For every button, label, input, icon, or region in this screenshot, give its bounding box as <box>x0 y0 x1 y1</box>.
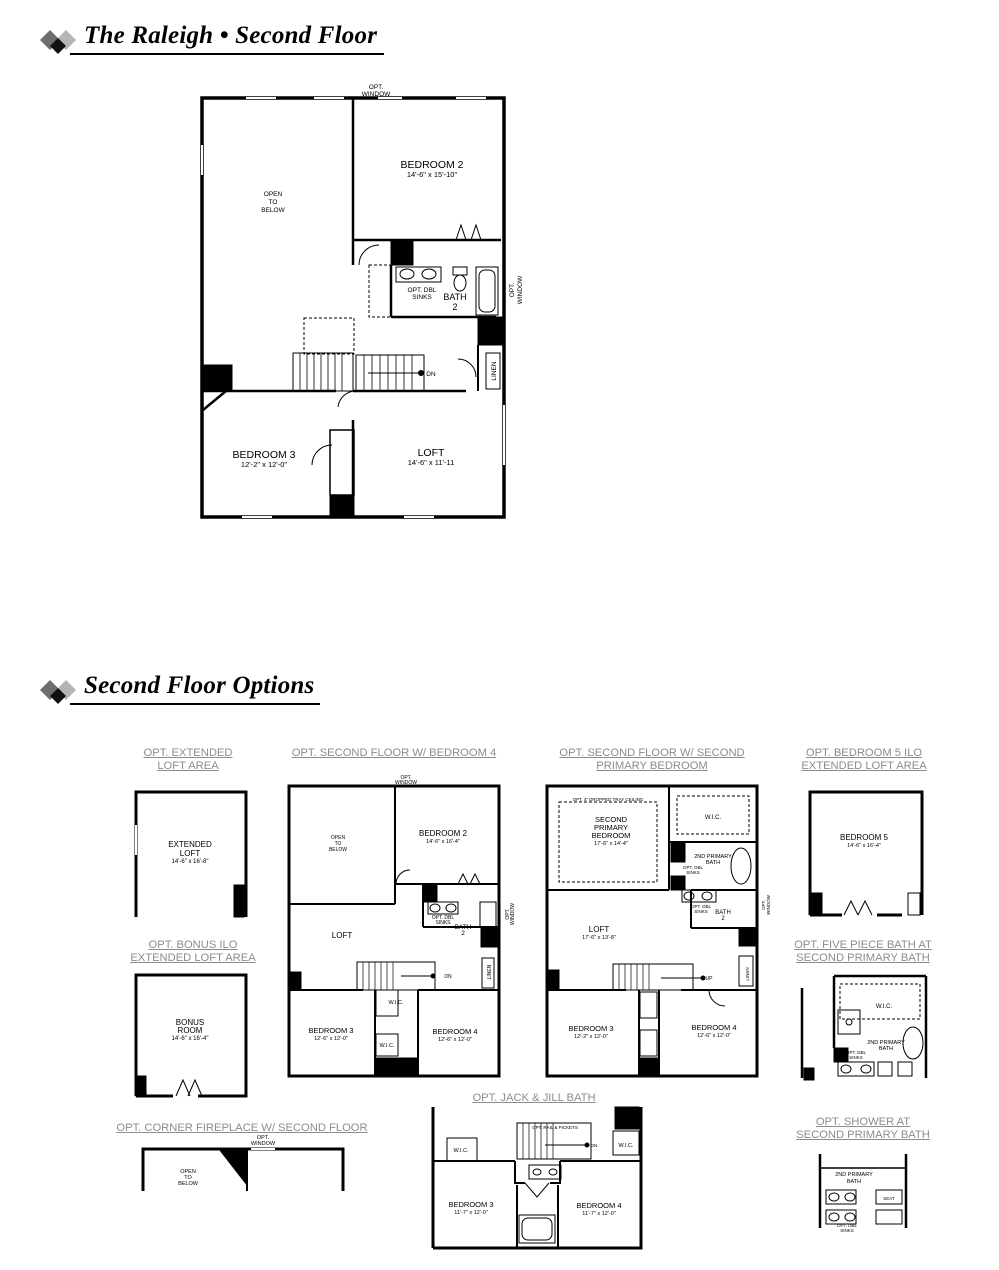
plan-jack-jill <box>425 1103 650 1253</box>
primary-plan-loft-dims: 17'-6" x 13'-8" <box>582 935 616 941</box>
shower-bath: BATH <box>846 1179 862 1185</box>
bedroom4-plan-window: WINDOW <box>395 780 417 786</box>
five-piece-bath: BATH <box>878 1046 894 1052</box>
opt-title-five-piece: OPT. FIVE PIECE BATH AT SECOND PRIMARY BATH <box>794 939 932 964</box>
primary-plan-bed4-dims: 12'-6" x 12'-0" <box>697 1033 731 1039</box>
opt-window-label: OPT. <box>368 84 384 91</box>
jack-jill-bed3-name: BEDROOM 3 <box>448 1200 494 1209</box>
plan-corner-fireplace <box>135 1133 355 1193</box>
five-piece-wic: W.I.C. <box>875 1004 893 1010</box>
bedroom3-name: BEDROOM 3 <box>232 449 296 461</box>
primary-plan-bed3-name: BEDROOM 3 <box>568 1024 614 1033</box>
opt-title-primary: OPT. SECOND FLOOR W/ SECOND PRIMARY BEDROOM <box>559 747 745 772</box>
primary-plan-side-window: WINDOW <box>766 895 771 915</box>
jack-jill-rail: OPT. RAIL & PICKETS <box>532 1125 578 1130</box>
primary-plan-bedroom-dims: 17'-6" x 14'-4" <box>594 841 628 847</box>
open-to-below-label: OPEN <box>263 191 283 198</box>
primary-plan-sinks2: OPT. DBL <box>690 904 712 909</box>
bedroom4-plan-bed4-dims: 12'-6" x 12'-0" <box>438 1037 472 1043</box>
open-to-below-label: BELOW <box>261 207 285 214</box>
bedroom5-label: BEDROOM 5 <box>839 833 889 842</box>
primary-plan-bath2: BATH <box>715 910 731 916</box>
fireplace-open-label: OPEN <box>180 1169 196 1175</box>
primary-plan-bath: 2ND PRIMARY <box>694 854 732 860</box>
stairs-down-label: DN <box>426 371 436 378</box>
primary-plan-wic: W.I.C. <box>704 815 722 821</box>
plan-extended-loft <box>128 785 254 925</box>
jack-jill-bed3-dims: 11'-7" x 12'-0" <box>454 1210 488 1216</box>
bonus-room-dims: 14'-6" x 16'-4" <box>171 1036 209 1042</box>
bedroom3-dims: 12'-2" x 12'-0" <box>240 460 288 469</box>
opt-title-bonus: OPT. BONUS ILO EXTENDED LOFT AREA <box>130 939 256 964</box>
fireplace-window-label: OPT. <box>256 1135 270 1141</box>
primary-plan-bedroom: SECOND <box>594 815 628 824</box>
jack-jill-dn: DN <box>590 1143 598 1148</box>
opt-title-bedroom4: OPT. SECOND FLOOR W/ BEDROOM 4 <box>291 747 497 759</box>
five-piece-bath: 2ND PRIMARY <box>867 1040 905 1046</box>
jack-jill-bed4-name: BEDROOM 4 <box>576 1201 622 1210</box>
opt-title-extended-loft: OPT. EXTENDED LOFT AREA <box>143 747 233 772</box>
primary-plan-bedroom: PRIMARY <box>593 823 629 832</box>
primary-plan-sinks: SINKS <box>686 870 700 875</box>
bedroom4-plan-bed2-dims: 14'-6" x 16'-4" <box>426 839 460 845</box>
bedroom4-plan-open: TO <box>334 841 342 847</box>
opt-title-jack-jill: OPT. JACK & JILL BATH <box>472 1092 596 1104</box>
primary-plan-sinks: OPT. DBL <box>682 865 704 870</box>
plan-bedroom4 <box>283 772 516 1082</box>
jack-jill-wic: W.I.C. <box>453 1148 469 1154</box>
bedroom2-name: BEDROOM 2 <box>400 159 464 171</box>
bonus-room-label: BONUS <box>175 1018 205 1027</box>
primary-plan-loft-name: LOFT <box>588 925 610 934</box>
bedroom4-plan-linen: LINEN <box>487 964 493 980</box>
bedroom4-plan-bath: 2 <box>461 930 465 937</box>
plan-second-primary <box>541 780 771 1082</box>
bedroom4-plan-wic: W.I.C. <box>379 1043 395 1049</box>
diamond-logo-icon <box>40 676 84 704</box>
bedroom4-plan-bed4-name: BEDROOM 4 <box>432 1027 478 1036</box>
bedroom4-plan-bed3-dims: 12'-6" x 12'-0" <box>314 1036 348 1042</box>
diamond-logo-icon <box>40 26 84 54</box>
bedroom4-plan-side-window: WINDOW <box>510 903 516 925</box>
bedroom4-plan-bed2-name: BEDROOM 2 <box>418 829 468 838</box>
bedroom4-plan-window: OPT. <box>400 775 412 781</box>
bedroom4-plan-open: OPEN <box>330 835 346 841</box>
plan-five-piece <box>798 968 928 1083</box>
plan-bonus-room <box>128 968 254 1102</box>
primary-plan-tray: OPT. 4" DROPPED TRAY CEILING <box>572 797 644 802</box>
jack-jill-wic: W.I.C. <box>618 1143 634 1149</box>
bedroom4-plan-dn: DN <box>444 974 452 980</box>
shower-sinks: SINKS <box>840 1228 854 1233</box>
fireplace-window-label: WINDOW <box>250 1141 276 1147</box>
bedroom4-plan-sinks: SINKS <box>435 920 451 926</box>
primary-plan-bath2: 2 <box>721 916 725 922</box>
open-to-below-label: TO <box>268 199 278 206</box>
five-piece-sinks: OPT. DBL <box>845 1050 867 1055</box>
page-title: The Raleigh • Second Floor <box>84 22 378 49</box>
primary-plan-side-window: OPT. <box>761 899 766 911</box>
bedroom4-plan-loft: LOFT <box>331 931 353 940</box>
loft-name: LOFT <box>417 447 445 459</box>
bedroom2-dims: 14'-6" x 15'-10" <box>406 170 458 179</box>
primary-plan-bed3-dims: 12'-2" x 12'-0" <box>574 1034 608 1040</box>
jack-jill-bed4-dims: 11'-7" x 12'-0" <box>582 1211 616 1217</box>
opt-title-shower: OPT. SHOWER AT SECOND PRIMARY BATH <box>796 1116 930 1141</box>
plan-bedroom5 <box>802 785 930 925</box>
linen-label: LINEN <box>491 361 498 381</box>
extended-loft-label: LOFT <box>179 849 201 858</box>
extended-loft-label: EXTENDED <box>168 840 212 849</box>
primary-plan-bedroom: BEDROOM <box>591 831 631 840</box>
options-title: Second Floor Options <box>84 672 315 699</box>
opt-window-label: WINDOW <box>361 91 391 98</box>
shower-seat: SEAT <box>883 1196 895 1201</box>
primary-plan-up: UP <box>705 976 713 982</box>
shower-bath: 2ND PRIMARY <box>835 1172 873 1178</box>
title-rule <box>70 53 384 55</box>
opt-title-bedroom5: OPT. BEDROOM 5 ILO EXTENDED LOFT AREA <box>801 747 927 772</box>
opt-window-side-label: WINDOW <box>517 275 524 305</box>
bedroom4-plan-bed3-name: BEDROOM 3 <box>308 1026 354 1035</box>
primary-plan-sinks2: SINKS <box>694 909 708 914</box>
bonus-room-label: ROOM <box>177 1026 203 1035</box>
bedroom4-plan-open: BELOW <box>328 847 348 853</box>
plan-shower <box>812 1150 912 1235</box>
bedroom4-plan-wic: W.I.C. <box>388 1000 404 1006</box>
bedroom5-dims: 14'-6" x 16'-4" <box>847 843 881 849</box>
loft-dims: 14'-6" x 11'-11 <box>407 458 455 467</box>
opt-window-side-label: OPT. <box>509 282 516 298</box>
bedroom4-plan-bath: BATH <box>454 924 472 931</box>
fireplace-open-label: BELOW <box>178 1181 198 1187</box>
primary-plan-bath: BATH <box>705 860 721 866</box>
extended-loft-dims: 14'-6" x 16'-8" <box>171 859 209 865</box>
bath2-label: 2 <box>452 302 458 312</box>
opt-title-fireplace: OPT. CORNER FIREPLACE W/ SECOND FLOOR <box>116 1122 368 1134</box>
bedroom4-plan-sinks: OPT. DBL <box>431 915 455 921</box>
five-piece-sinks: SINKS <box>849 1055 863 1060</box>
title-rule <box>70 703 320 705</box>
bedroom4-plan-side-window: OPT. <box>505 908 511 920</box>
main-floor-plan <box>196 85 526 525</box>
primary-plan-bed4-name: BEDROOM 4 <box>691 1023 737 1032</box>
opt-dbl-sinks-label: SINKS <box>412 294 432 301</box>
opt-dbl-sinks-label: OPT. DBL <box>407 287 437 294</box>
primary-plan-linen: LINEN <box>745 967 750 981</box>
bath2-label: BATH <box>443 292 467 302</box>
fireplace-open-label: TO <box>184 1175 192 1181</box>
shower-sinks: OPT. DBL <box>836 1223 858 1228</box>
